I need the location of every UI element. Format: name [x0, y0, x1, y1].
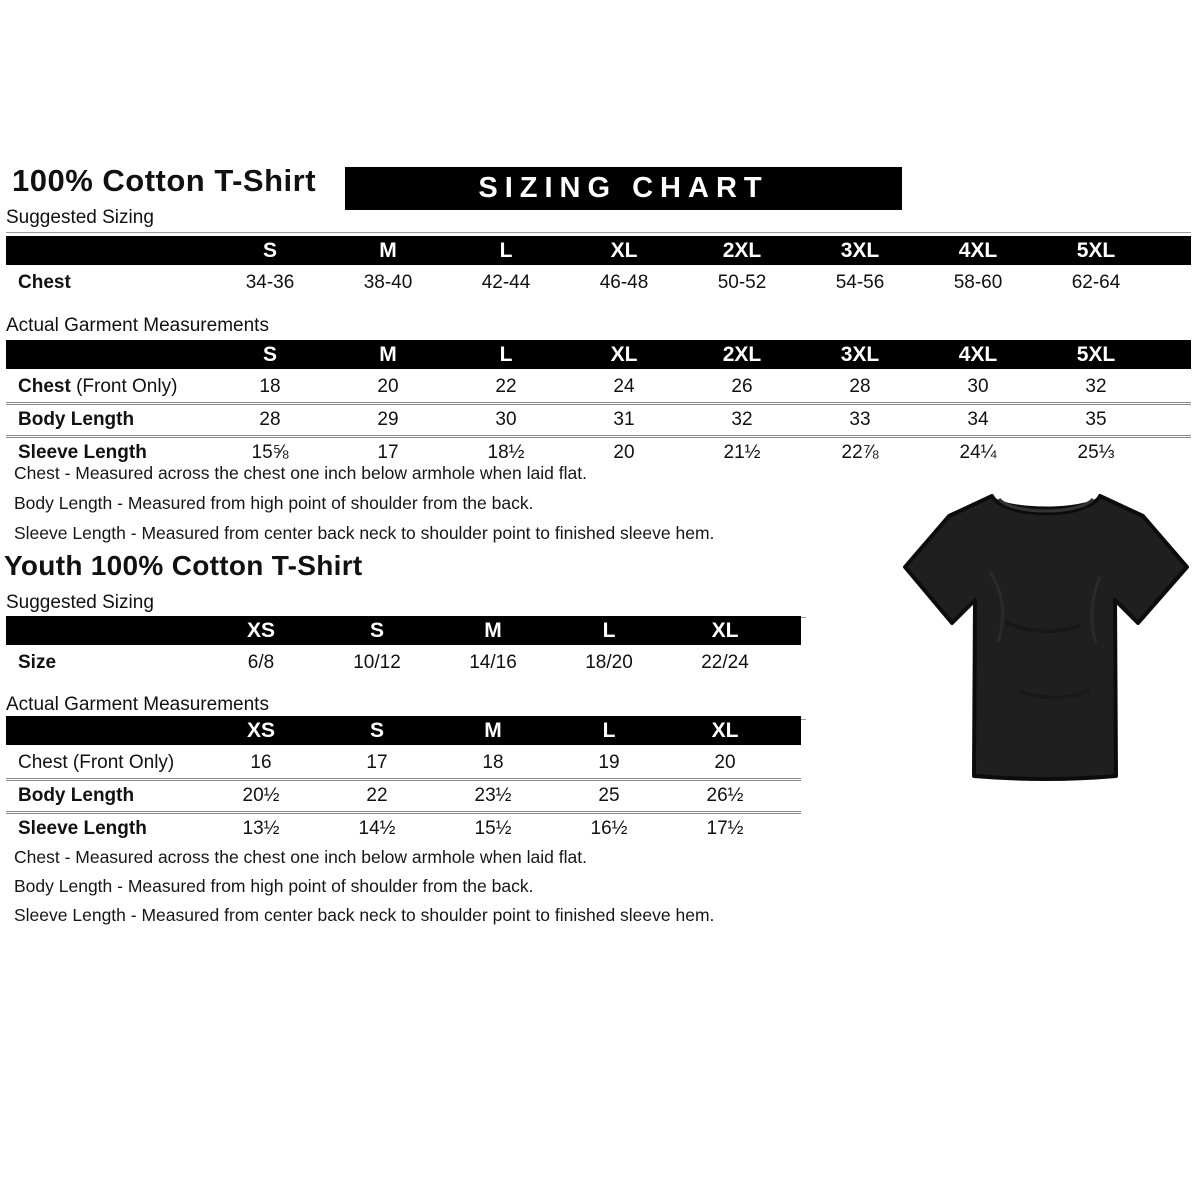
adult-suggested-sizing-label: Suggested Sizing	[6, 207, 1191, 233]
note-body-length: Body Length - Measured from high point of shoulder from the back.	[14, 493, 534, 513]
note-chest: Chest - Measured across the chest one inch below armhole when laid flat.	[14, 847, 587, 867]
table-cell-value: 21½	[723, 442, 761, 463]
table-cell-value: 17	[377, 442, 399, 463]
table-cell-value: 24	[613, 376, 635, 397]
table-cell-value: 29	[377, 409, 399, 430]
youth-suggested-sizing-table	[6, 616, 801, 678]
table-cell-value: 46-48	[599, 272, 649, 293]
column-header-xs: XS	[246, 618, 275, 642]
table-cell-value: 26½	[706, 785, 744, 806]
note-body-length: Body Length - Measured from high point of shoulder from the back.	[14, 876, 534, 896]
table-cell-value: 42-44	[481, 272, 531, 293]
table-cell-value: 16½	[590, 818, 628, 839]
column-header-s: S	[369, 618, 384, 642]
table-cell-value: 30	[967, 376, 989, 397]
table-row	[6, 372, 1191, 402]
table-cell-value: 20½	[242, 785, 280, 806]
column-header-5xl: 5XL	[1076, 238, 1116, 262]
table-cell-value: 15⅝	[251, 442, 289, 463]
row-label: Sleeve Length	[18, 442, 147, 463]
table-cell-value: 22⅞	[841, 442, 879, 463]
column-header-l: L	[499, 342, 513, 366]
column-header-m: M	[484, 618, 502, 642]
table-cell-value: 17	[366, 752, 388, 773]
table-cell-value: 33	[849, 409, 871, 430]
table-cell-value: 35	[1085, 409, 1107, 430]
table-cell-value: 22	[366, 785, 388, 806]
row-label: Size	[18, 652, 57, 673]
table-cell-value: 32	[731, 409, 753, 430]
adult-suggested-sizing-table	[6, 236, 1191, 298]
column-header-m: M	[379, 342, 397, 366]
table-cell-value: 14/16	[469, 652, 517, 673]
row-label: Chest	[18, 272, 71, 293]
tshirt-body	[905, 496, 1187, 779]
column-header-xs: XS	[246, 718, 275, 742]
column-header-m: M	[484, 718, 502, 742]
column-header-l: L	[602, 718, 616, 742]
table-cell-value: 28	[849, 376, 871, 397]
sizing-chart-banner: SIZING CHART	[345, 167, 902, 210]
column-header-xl: XL	[610, 342, 638, 366]
table-cell-value: 31	[613, 409, 635, 430]
table-cell-value: 16	[250, 752, 272, 773]
table-cell-value: 62-64	[1071, 272, 1121, 293]
table-cell-value: 20	[714, 752, 736, 773]
column-header-xl: XL	[610, 238, 638, 262]
table-cell-value: 25	[598, 785, 620, 806]
row-label: Chest (Front Only)	[18, 752, 175, 773]
table-cell-value: 34	[967, 409, 989, 430]
note-chest: Chest - Measured across the chest one inch below armhole when laid flat.	[14, 463, 587, 483]
table-cell-value: 18/20	[585, 652, 633, 673]
table-cell-value: 28	[259, 409, 281, 430]
table-cell-value: 30	[495, 409, 517, 430]
table-header-row	[6, 616, 801, 645]
column-header-s: S	[369, 718, 384, 742]
column-header-4xl: 4XL	[958, 238, 998, 262]
note-sleeve-length: Sleeve Length - Measured from center back neck to shoulder point to finished sleeve hem.	[14, 905, 715, 925]
column-header-2xl: 2XL	[722, 238, 762, 262]
table-row	[6, 748, 801, 778]
youth-suggested-sizing-label: Suggested Sizing	[6, 592, 806, 618]
table-cell-value: 22/24	[701, 652, 749, 673]
youth-measurement-notes	[14, 843, 714, 930]
table-cell-value: 50-52	[717, 272, 767, 293]
column-header-l: L	[499, 238, 513, 262]
column-header-l: L	[602, 618, 616, 642]
table-cell-value: 24¼	[959, 442, 997, 463]
page-title: 100% Cotton T-Shirt	[12, 163, 317, 198]
table-cell-value: 26	[731, 376, 753, 397]
column-header-4xl: 4XL	[958, 342, 998, 366]
table-cell-value: 18	[259, 376, 281, 397]
table-cell-value: 32	[1085, 376, 1107, 397]
table-cell-value: 25⅓	[1077, 442, 1115, 463]
youth-actual-measurements-label: Actual Garment Measurements	[6, 694, 806, 720]
table-cell-value: 6/8	[247, 652, 275, 673]
table-cell-value: 20	[613, 442, 635, 463]
column-header-xl: XL	[711, 618, 739, 642]
table-cell-value: 20	[377, 376, 399, 397]
table-cell-value: 23½	[474, 785, 512, 806]
table-cell-value: 17½	[706, 818, 744, 839]
column-header-s: S	[262, 238, 277, 262]
row-label: Body Length	[18, 409, 135, 430]
table-row	[6, 811, 801, 844]
table-cell-value: 10/12	[353, 652, 401, 673]
row-label: Body Length	[18, 785, 135, 806]
table-cell-value: 13½	[242, 818, 280, 839]
table-cell-value: 54-56	[835, 272, 885, 293]
youth-actual-measurements-table	[6, 716, 801, 844]
adult-actual-measurements-table	[6, 340, 1191, 468]
table-cell-value: 58-60	[953, 272, 1003, 293]
column-header-m: M	[379, 238, 397, 262]
table-cell-value: 19	[598, 752, 620, 773]
column-header-3xl: 3XL	[840, 238, 880, 262]
tshirt-illustration	[895, 472, 1200, 812]
table-cell-value: 18½	[487, 442, 525, 463]
table-row	[6, 268, 1191, 298]
column-header-s: S	[262, 342, 277, 366]
column-header-xl: XL	[711, 718, 739, 742]
table-cell-value: 18	[482, 752, 504, 773]
row-label: Sleeve Length	[18, 818, 147, 839]
table-row	[6, 648, 801, 678]
adult-measurement-notes	[14, 458, 714, 548]
table-header-row	[6, 340, 1191, 369]
tshirt-photo	[895, 472, 1200, 812]
youth-section-title: Youth 100% Cotton T-Shirt	[4, 550, 363, 581]
table-cell-value: 15½	[474, 818, 512, 839]
column-header-3xl: 3XL	[840, 342, 880, 366]
column-header-5xl: 5XL	[1076, 342, 1116, 366]
table-row	[6, 402, 1191, 435]
adult-actual-measurements-label: Actual Garment Measurements	[6, 315, 1191, 341]
table-cell-value: 34-36	[245, 272, 295, 293]
table-row	[6, 778, 801, 811]
table-cell-value: 14½	[358, 818, 396, 839]
table-header-row	[6, 716, 801, 745]
table-cell-value: 38-40	[363, 272, 413, 293]
note-sleeve-length: Sleeve Length - Measured from center back neck to shoulder point to finished sleeve hem.	[14, 523, 715, 543]
table-cell-value: 22	[495, 376, 517, 397]
column-header-2xl: 2XL	[722, 342, 762, 366]
row-label: Chest (Front Only)	[18, 376, 178, 397]
table-header-row	[6, 236, 1191, 265]
